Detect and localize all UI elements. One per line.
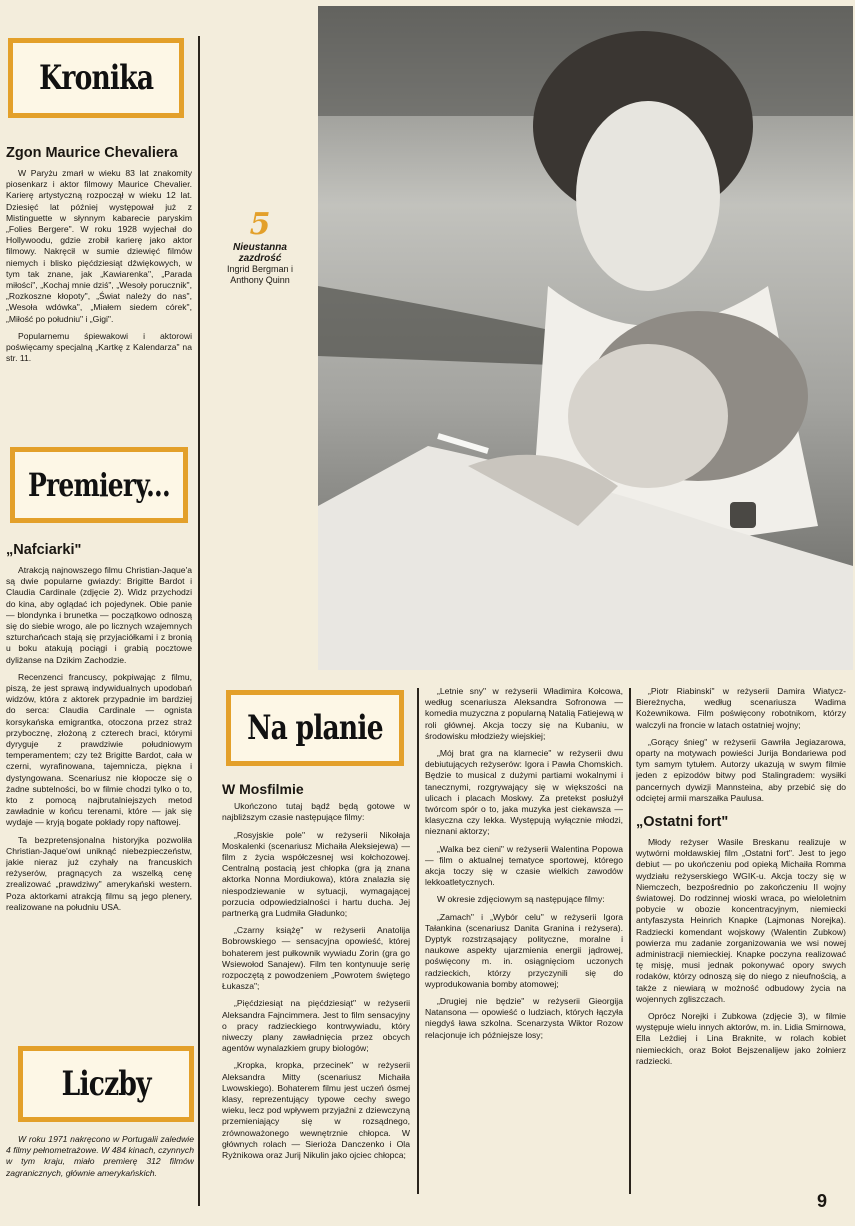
mosfilm-intro: Ukończono tutaj bądź będą gotowe w najbliższym czasie następujące filmy:: [222, 801, 410, 823]
nafciarki-p2: Recenzenci francuscy, pokpiwając z filmu, piszą, że jest sprawą indywidualnych upodobań widzów, która z aktorek przypadnie im bardziej do serca: Claudia Cardinale — ognista korsykańska emigrantka, otoczona przez straż przybocznę, złożoną z czterech braci, którymi dyryguje z prawdziwie południowym temperamentem; czy też Brigitte Bardot, cała w czerni, wyrafinowana, tajemnicza, piękna i dystyngowana. Scenariusz nie kłopocze się o żadne subtelności, bo w filmie chodzi tylko o to, kto z pomocą najbrutalniejszych metod zawładnie w końcu terenami, które — jak się wydaje — kryją bogate pokłady ropy naftowej.: [6, 671, 192, 828]
page-number: 9: [816, 1191, 827, 1211]
section-header-liczby: [18, 1046, 194, 1122]
chevalier-article: [6, 145, 192, 425]
column-rule-right: [629, 688, 631, 1194]
chevalier-p2: Popularnemu śpiewakowi i aktorowi poświęcamy specjalną „Kartkę z Kalendarza" na str. 11.: [6, 330, 192, 364]
chevalier-p1: W Paryżu zmarł w wieku 83 lat znakomity piosenkarz i aktor filmowy Maurice Chevalier. Karierę artystyczną rozpoczął w wieku 12 lat. Dziesięć lat później występował już z Mistinguette w słynnym kabarecie paryskim „Folies Bergere". W roku 1928 wyjechał do Hollywoodu, gdzie zrobił karierę jako aktor filmowy. Nakręcił w sumie dziewięć filmów niemych i blisko pięćdziesiąt dźwiękowych, w tym tak znane, jak „Kawiarenka", „Parada miłości", „Kochaj mnie dziś", „Wesoły porucznik", „Rozkoszne kłopoty", „Świat należy do nas", „Wesoła wdówka", „Miałem siedem córek", „Miłość po południu" i „Gigi".: [6, 168, 192, 324]
mosfilm-p1: „Rosyjskie pole" w reżyserii Nikołaja Moskalenki (scenariusz Michaiła Aleksiejewa) — film z życia współczesnej wsi kołchozowej. Centralną postacią jest chłopka (gra ją znana aktorka Nonna Mordiukowa), która znalazła się niespodziewanie w sytuacji, wymagającej porzucia odpowiedzialności i hartu ducha. Jej partnerką gra Ludmiła Gładunko;: [222, 829, 410, 919]
nafciarki-title: „Nafciarki": [6, 542, 82, 558]
ostatni-fort-p1: Młody reżyser Wasile Breskanu realizuje w wytwórni mołdawskiej film „Ostatni fort". Jest to jego debiut — po ukończeniu pod opieką Michaiła Romma wydziału reżyserskiego WGIK-u. Akcja toczy się w Niemczech, bezpośrednio po zakończeniu II wojny światowej. Do rodzinnej wioski wraca, po wieloletnim pobycie w obozie koncentracyjnym, niemiecki antyfaszysta Heinrich Knapke (Lajmonas Norejka). Radziecki komendant wojskowy (Walentin Zubkow) powierza mu zadanie zorganizowania we wsi nowej administracji niemieckiej. Knapke poczyna realizować tę misję, musi jednak pokonywać opory swych rodaków, którzy odnoszą się do niego z nieufnością, a także z niewiarą w możność odbudowy życia na wojennych zgliszczach.: [636, 837, 846, 1004]
mosfilm-p8: W okresie zdjęciowym są następujące filmy:: [437, 894, 605, 905]
caption-title: Nieustanna zazdrość: [233, 242, 287, 264]
photo-bergman-quinn: [318, 6, 853, 670]
section-header-premiery-label: Premiery...: [28, 466, 170, 504]
section-header-premiery: [10, 447, 188, 523]
caption-number: 5: [249, 207, 271, 242]
mosfilm-p3: „Pięćdziesiąt na pięćdziesiąt" w reżyserii Aleksandra Fajncimmera. Jest to film sensacyjny o pracy radzieckiego kontrwywiadu, który niweczy plany zawładnięcia przez obcych agentów wynalazkiem grupy biologów;: [222, 998, 410, 1054]
mosfilm-p11: „Piotr Riabinski" w reżyserii Damira Wiatycz-Biereżnycha, według scenariusza Wadima Kożewnikowa. Film poświęcony robotnikom, którzy walczyli na froncie w latach ostatniej wojny;: [636, 686, 846, 730]
ostatni-fort-title: „Ostatni fort": [636, 814, 729, 831]
column-rule-middle: [417, 688, 419, 1194]
section-header-kronika-label: Kronika: [38, 58, 154, 98]
mosfilm-p6: „Mój brat gra na klarnecie" w reżyserii dwu debiutujących reżyserów: Igora i Pawła Chomskich. Będzie to musical z dużymi partiami wokalnymi i tanecznymi, rozgrywający się w większości na ulicach i placach Moskwy. Za pretekst posłużył twórcom spór o to, jaka muzyka jest ciekawsza — klasyczna czy lekka. Występują wyłącznie młodzi, nieznani aktorzy;: [425, 748, 623, 837]
mosfilm-p10: „Drugiej nie będzie" w reżyserii Gieorgija Natansona — opowieść o ludziach, których łączyła niegdyś ława szkolna. Scenarzysta Wiktor Rozow relacjonuje ich późniejsze losy;: [425, 996, 623, 1040]
column-rule-left: [198, 36, 200, 1206]
nafciarki-article: [6, 542, 192, 1042]
section-header-na-planie: [226, 690, 404, 766]
mosfilm-p12: „Gorący śnieg" w reżyserii Gawriła Jegiazarowa, oparty na motywach powieści Jurija Bondariewa pod tym samym tytułem. Autorzy ukazują w swym filmie jeden z epizodów bitwy pod Stalingradem: wysiłki pancernych dywizji Mannsteina, aby przebić się do odciętej armii marszałka Paulusa.: [636, 736, 846, 803]
ostatni-fort-p2: Oprócz Norejki i Zubkowa (zdjęcie 3), w filmie występuje wielu innych aktorów, m. in. Lidia Smirnowa, Ella Leżdiej i Lina Braknite, w rolach kobiet niemieckich, oraz Bołot Bejszenalijew jako żołnierz radziecki.: [636, 1011, 846, 1066]
nafciarki-p3: Ta bezpretensjonalna historyjka pozwoliła Christian-Jaque'owi uniknąć niebezpieczeństw, jakie nieraz już czyhały na francuskich reżyserów, pragnących za wszelką cenę zrealizować „prawdziwy" amerykański western. Poza aktorkami atrakcją filmu są jego plenery, realizowane na południu USA.: [6, 834, 192, 912]
mosfilm-p4: „Kropka, kropka, przecinek" w reżyserii Aleksandra Mitty (scenariusz Michaiła Lwowskiego). Bohaterem filmu jest uczeń ósmej klasy, reprezentujący typowe cechy swego wieku, lecz pod wpływem przyjaźni z dziewczyną przemieniający się w rozsądnego, zrównoważonego wewnętrznie chłopca. W głównych rolach — Sierioża Danczenko i Ola Ryżnikowa oraz Jurij Nikulin jako ojciec chłopca;: [222, 1060, 410, 1161]
section-header-liczby-label: Liczby: [61, 1064, 151, 1104]
photo-illustration: [318, 6, 853, 670]
mosfilm-p7: „Walka bez cieni" w reżyserii Walentina Popowa — film o aktualnej tematyce sportowej, którego akcja toczy się w czasie wielkich zawodów lekkoatletycznych.: [425, 843, 623, 888]
mosfilm-title: W Mosfilmie: [222, 782, 304, 797]
photo-caption: [214, 208, 306, 286]
mosfilm-col-1: [222, 782, 410, 1194]
mosfilm-col-3: [636, 686, 846, 1196]
caption-names: Ingrid Bergman i Anthony Quinn: [226, 264, 294, 285]
mosfilm-p9: „Zamach" i „Wybór celu" w reżyserii Igora Tałankina (scenariusz Danita Granina i reżysera). Dyptyk rozstrząsający polityczne, moralne i naukowe aspekty ujarzmienia energii jądrowej, poświęcony m. in. osiągnięciom uczonych radzieckich, którzy przyczynili się do wyprodukowania bomby atomowej;: [425, 911, 623, 989]
mosfilm-col-2: [425, 686, 623, 1196]
chevalier-title: Zgon Maurice Chevaliera: [6, 145, 178, 161]
nafciarki-p1: Atrakcją najnowszego filmu Christian-Jaque'a są dwie popularne gwiazdy: Brigitte Bardot i Claudia Cardinale (zdjęcie 2). Widz przychodzi do kina, aby oglądać ich pojedynek. Obie panie — blondynka i brunetka — początkowo odnoszą się do siebie wrogo, ale po licznych wzajemnych szturchańcach stają się przyjaciółkami i z bronią u boku atakują pociągi i grabią pocztowe dyliżanse na Dzikim Zachodzie.: [6, 565, 192, 665]
section-header-na-planie-label: Na planie: [247, 708, 383, 748]
mosfilm-p2: „Czarny książę" w reżyserii Anatolija Bobrowskiego — sensacyjna opowieść, której bohaterem jest pułkownik wywiadu Zorin (gra go Wsiewołod Sanajew). Film ten kontynuuje serię rozpoczętą z powodzeniem „Powrotem świętego Łukasza";: [222, 925, 410, 992]
section-header-kronika: [8, 38, 184, 118]
liczby-p1: W roku 1971 nakręcono w Portugalii zaledwie 4 filmy pełnometrażowe. W 484 kinach, czynnych w tym kraju, miało premierę 312 filmów zagranicznych, głównie amerykańskich.: [6, 1134, 194, 1178]
mosfilm-p5: „Letnie sny" w reżyserii Władimira Kołcowa, według scenariusza Aleksandra Sofronowa — komedia muzyczna z popularną Natalią Fatiejewą w roli głównej. Akcja toczy się na Kubaniu, w środowisku młodzieży wiejskiej;: [425, 686, 623, 741]
liczby-text: [6, 1134, 194, 1194]
